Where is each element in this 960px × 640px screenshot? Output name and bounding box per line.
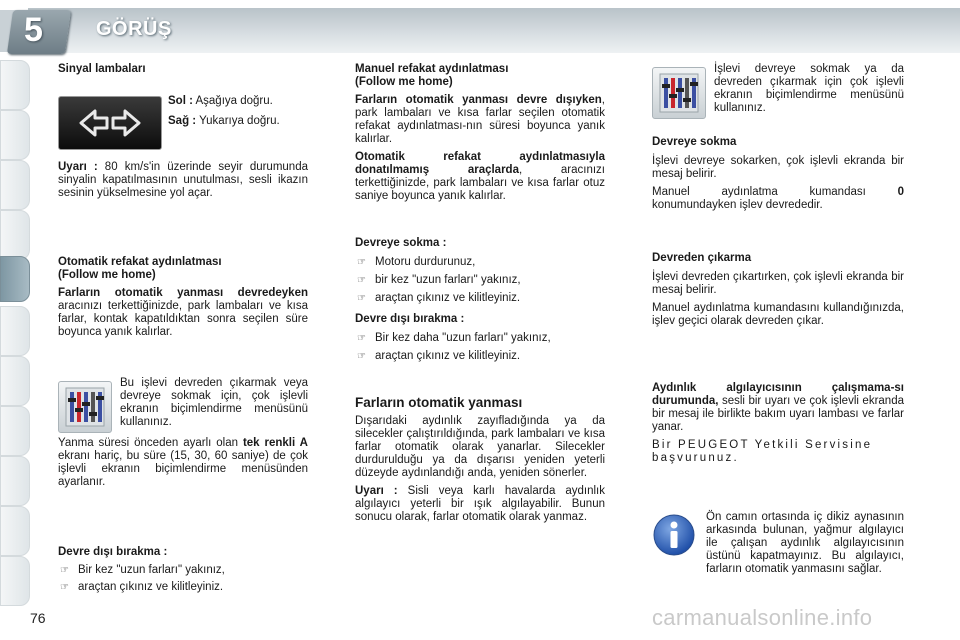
bullet-hand-icon: ☞	[357, 333, 366, 344]
info-text: Ön camın ortasında iç dikiz aynasının arkasında bulunan, yağmur algılayıcı ile çalışan aydınlık algılayıcısının üstünü kapatmayınız. Bu algılayıcı, farların otomatik yanmasını sağlar.	[706, 511, 904, 575]
settings-sliders-icon	[59, 382, 111, 432]
auto-text: Dışarıdaki aydınlık zayıfladığında ya da silecekler çalıştırıldığında, park lambaları ve kısa farlar otomatik olarak yanarlar. Silecekler durdurulduğu ya da dışarısı yeniden yeterli düzeyde aydınlandığı anda, yeniden sönerler.	[355, 415, 605, 479]
chapter-tab[interactable]	[0, 406, 30, 456]
follow-text: aracınızı terkettiğinizde, park lambaları ve kısa farlar, kontak kapatıldıktan sonra seçilen süre boyunca yanık kalırlar.	[58, 300, 308, 338]
warning-label: Uyarı :	[58, 161, 98, 173]
mid-activate-item: ☞ bir kez "uzun farları" yakınız,	[357, 274, 521, 286]
right-manual-text-1: Manuel aydınlatma kumandası	[652, 186, 898, 198]
multifunction-display-icon-right	[652, 67, 706, 119]
right-menu-text: İşlevi devreye sokmak ya da devreden çıkarmak için çok işlevli ekranın biçimlendirme menüsünü kullanınız.	[714, 63, 904, 114]
chapter-tab[interactable]	[0, 556, 30, 606]
sag-text: Yukarıya doğru.	[196, 115, 280, 127]
sol-label: Sol :	[168, 95, 193, 107]
right-menu-note	[714, 63, 904, 115]
equip-bold: Otomatik refakat aydınlatmasıyla donatılmamış araçlarda	[355, 151, 605, 176]
manual-text: , park lambaları ve kısa farlar seçilen otomatik refakat aydınlatması-nın süresi boyunca yanık kalırlar.	[355, 94, 605, 145]
right-manual-text-2: konumundayken işlev devrededir.	[652, 199, 823, 211]
sag-label: Sağ :	[168, 115, 197, 127]
bullet-hand-icon: ☞	[357, 257, 366, 268]
mid-deactivate-section	[355, 313, 605, 363]
auto-title: Farların otomatik yanması	[355, 395, 523, 410]
chapter-tab-active[interactable]	[0, 256, 30, 302]
turn-signal-display	[58, 96, 162, 150]
chapter-tab[interactable]	[0, 456, 30, 506]
settings-sliders-icon	[653, 68, 705, 118]
mid-deact-item: ☞ Bir kez daha "uzun farları" yakınız,	[357, 332, 551, 344]
follow-menu-text: Bu işlevi devreden çıkarmak veya devreye sokmak için, çok işlevli ekranın biçimlendirme menüsünü kullanınız.	[120, 377, 308, 428]
left-deact-title: Devre dışı bırakma :	[58, 546, 168, 558]
equip-text: , aracınızı terkettiğinizde, park lambaları ve kısa farlar otuz saniye boyunca yanık kalırlar.	[355, 164, 605, 202]
bullet-hand-icon: ☞	[60, 582, 69, 593]
sol-text: Aşağıya doğru.	[192, 95, 273, 107]
sensor-fault-section	[652, 382, 904, 465]
chapter-tab[interactable]	[0, 506, 30, 556]
follow-section	[58, 256, 308, 339]
chapter-tab[interactable]	[0, 110, 30, 160]
chapter-tab[interactable]	[0, 60, 30, 110]
auto-warning-text: Sisli veya karlı havalarda aydınlık algılayıcı yeterli bir ışık algılayabilir. Bunun sonucu olarak, farlar otomatik olarak yanmaz.	[355, 485, 605, 523]
manual-follow-section	[355, 63, 605, 203]
auto-warning-label: Uyarı :	[355, 485, 398, 497]
follow-title-2: (Follow me home)	[58, 269, 156, 281]
duration-note	[58, 437, 308, 489]
warning-text: 80 km/s'in üzerinde seyir durumunda sinyalin kapatılmasının unutulması, sesli ikazın sesinin yükselmesine yol açar.	[58, 161, 308, 199]
duration-text-2: ekranı hariç, bu süre (15, 30, 60 saniye) de çok işlevli ekranın biçimlendirme menüsünden ayarlanır.	[58, 450, 308, 488]
duration-text-1: Yanma süresi önceden ayarlı olan	[58, 437, 243, 449]
duration-bold: tek renkli A	[242, 437, 308, 449]
chapter-number: 5	[24, 11, 43, 49]
mid-activate-title: Devreye sokma :	[355, 237, 447, 249]
left-deact-item: ☞ Bir kez "uzun farları" yakınız,	[60, 564, 225, 576]
left-deactivate-section	[58, 546, 308, 594]
mid-activate-item: ☞ araçtan çıkınız ve kilitleyiniz.	[357, 292, 521, 304]
follow-menu-note	[120, 377, 308, 429]
left-deact-item: ☞ araçtan çıkınız ve kilitleyiniz.	[60, 581, 224, 593]
page-number: 76	[30, 610, 46, 626]
mid-activate-section	[355, 237, 605, 305]
right-activate-text: İşlevi devreye sokarken, çok işlevli ekranda bir mesaj belirir.	[652, 155, 904, 180]
right-activate-section	[652, 136, 904, 212]
watermark: carmanualsonline.info	[652, 605, 873, 630]
follow-title-1: Otomatik refakat aydınlatması	[58, 256, 222, 268]
right-deactivate-section	[652, 252, 904, 328]
fault-text: sesli bir uyarı ve çok işlevli ekranda bir mesaj ile birlikte bakım uyarı lambası ve farlar yanar.	[652, 395, 904, 433]
info-note	[652, 511, 904, 576]
right-activate-title: Devreye sokma	[652, 136, 737, 148]
chapter-tab[interactable]	[0, 210, 30, 260]
mid-deact-title: Devre dışı bırakma :	[355, 313, 465, 325]
chapter-tab[interactable]	[0, 160, 30, 210]
signal-warning	[58, 161, 308, 200]
mid-activate-item: ☞ Motoru durdurunuz,	[357, 256, 476, 268]
chapter-tab[interactable]	[0, 356, 30, 406]
bullet-hand-icon: ☞	[357, 351, 366, 362]
right-deact-title: Devreden çıkarma	[652, 252, 752, 264]
manual-bold: Farların otomatik yanması devre dışıyken	[355, 94, 602, 106]
fault-bold: Aydınlık algılayıcısının çalışmama-sı durumunda,	[652, 382, 904, 407]
bullet-hand-icon: ☞	[60, 565, 69, 576]
follow-bold: Farların otomatik yanması devredeyken	[58, 287, 308, 299]
multifunction-display-icon-left	[58, 381, 112, 433]
bullet-hand-icon: ☞	[357, 293, 366, 304]
dealer-text: Bir PEUGEOT Yetkili Servisine başvurunuz.	[652, 439, 873, 464]
bullet-hand-icon: ☞	[357, 275, 366, 286]
chapter-tab[interactable]	[0, 306, 30, 356]
turn-signal-icon	[59, 97, 161, 149]
auto-lights-section	[355, 396, 605, 524]
right-deact-text: İşlevi devreden çıkartırken, çok işlevli ekranda bir mesaj belirir.	[652, 271, 904, 296]
right-manual-bold: 0	[897, 186, 904, 198]
manual-title-1: Manuel refakat aydınlatması	[355, 63, 509, 75]
chapter-title: GÖRÜŞ	[96, 18, 172, 40]
mid-deact-item: ☞ araçtan çıkınız ve kilitleyiniz.	[357, 350, 521, 362]
signal-title: Sinyal lambaları	[58, 63, 146, 75]
signal-directions	[168, 95, 318, 128]
chapter-tabs	[0, 60, 30, 620]
manual-title-2: (Follow me home)	[355, 76, 453, 88]
right-deact-text2: Manuel aydınlatma kumandasını kullandığınızda, işlev geçici olarak devreden çıkar.	[652, 302, 904, 327]
